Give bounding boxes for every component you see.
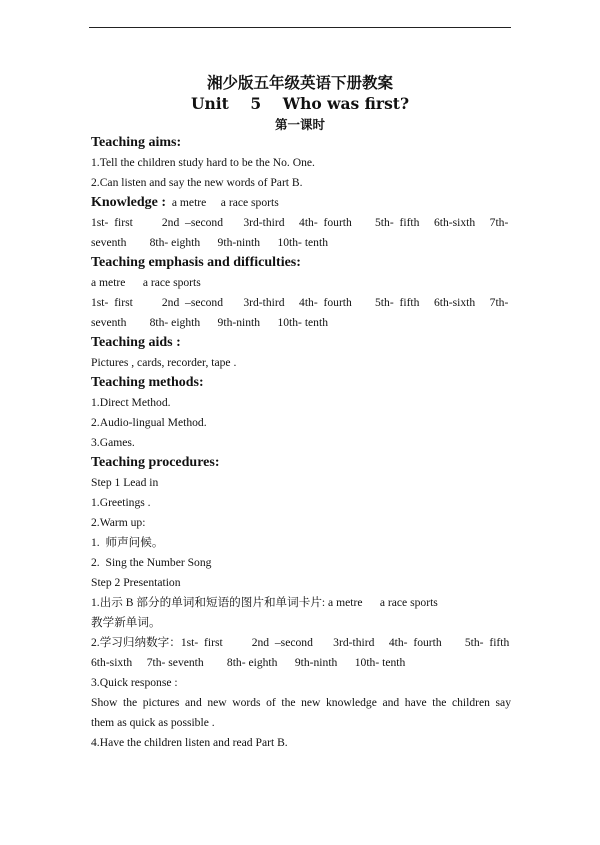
- heading-teaching-aids: Teaching aids :: [91, 335, 181, 350]
- step-2-title: Step 2 Presentation: [91, 576, 181, 589]
- method-1: 1.Direct Method.: [91, 396, 171, 409]
- method-3: 3.Games.: [91, 436, 135, 449]
- aim-1: 1.Tell the children study hard to be the No. One.: [91, 156, 315, 169]
- warm-up-1: 1. 师声问候。: [91, 536, 164, 549]
- presentation-2: 2.学习归纳数字：1st- first 2nd –second 3rd-third 4th- fourth 5th- fifth: [91, 636, 510, 649]
- unit-title: Unit 5 Who was first?: [190, 94, 410, 113]
- lesson-label: 第一课时: [274, 117, 325, 132]
- heading-teaching-methods: Teaching methods:: [91, 375, 204, 390]
- presentation-1: 1.出示 B 部分的单词和短语的图片和单词卡片: a metre a race sports: [91, 596, 438, 609]
- lesson-plan-body: [91, 133, 511, 753]
- step-1-greetings: 1.Greetings .: [91, 496, 151, 509]
- presentation-3-detail: Show the pictures and new words of the new knowledge and have the children say: [91, 696, 511, 709]
- heading-emphasis: Teaching emphasis and difficulties:: [91, 255, 301, 270]
- method-2: 2.Audio-lingual Method.: [91, 416, 207, 429]
- ordinals-line-1: 1st- first 2nd –second 3rd-third 4th- fourth 5th- fifth 6th-sixth 7th-: [91, 216, 509, 229]
- aids-list: Pictures , cards, recorder, tape .: [91, 356, 237, 369]
- presentation-3-detail-cont: them as quick as possible .: [91, 716, 215, 729]
- top-rule: [89, 27, 511, 28]
- step-1-title: Step 1 Lead in: [91, 476, 159, 489]
- presentation-2-cont: 6th-sixth 7th- seventh 8th- eighth 9th-ninth 10th- tenth: [91, 656, 406, 669]
- emphasis-ordinals-2: seventh 8th- eighth 9th-ninth 10th- tenth: [91, 316, 328, 329]
- heading-knowledge: [91, 193, 511, 213]
- emphasis-ordinals-1: 1st- first 2nd –second 3rd-third 4th- fourth 5th- fifth 6th-sixth 7th-: [91, 296, 509, 309]
- knowledge-label: Knowledge :: [91, 195, 167, 210]
- knowledge-words: a metre a race sports: [166, 196, 279, 209]
- presentation-4: 4.Have the children listen and read Part B.: [91, 736, 288, 749]
- document-title: 湘少版五年级英语下册教案: [206, 73, 393, 92]
- step-1-warm-up: 2.Warm up:: [91, 516, 146, 529]
- document-header: [0, 72, 600, 136]
- warm-up-2: 2. Sing the Number Song: [91, 556, 212, 569]
- heading-teaching-aims: Teaching aims:: [91, 135, 182, 150]
- heading-teaching-procedures: Teaching procedures:: [91, 455, 220, 470]
- ordinals-line-2: seventh 8th- eighth 9th-ninth 10th- tenth: [91, 236, 328, 249]
- presentation-3: 3.Quick response :: [91, 676, 178, 689]
- presentation-1-cont: 教学新单词。: [91, 616, 161, 629]
- emphasis-words: a metre a race sports: [91, 276, 201, 289]
- aim-2: 2.Can listen and say the new words of Part B.: [91, 176, 303, 189]
